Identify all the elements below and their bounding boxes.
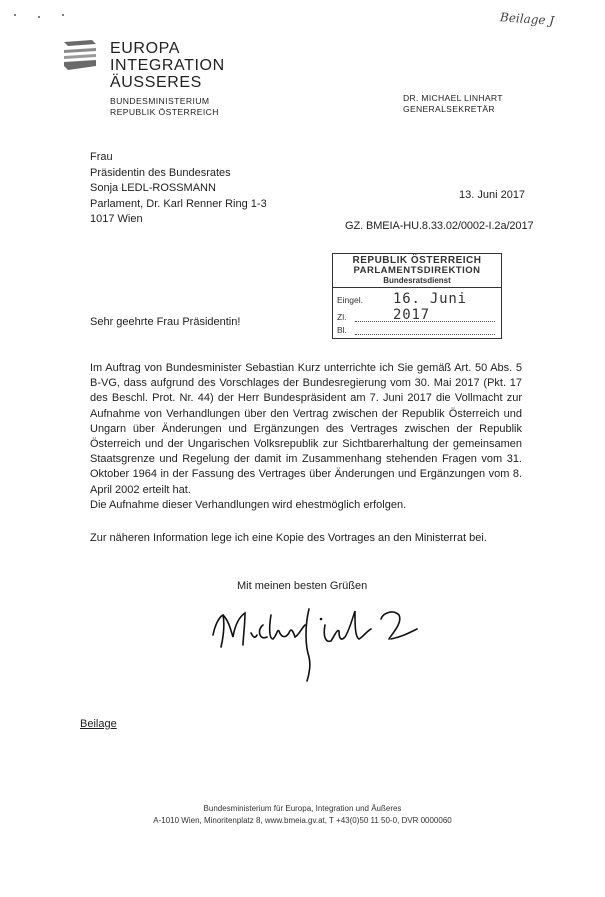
scan-speck bbox=[38, 16, 40, 18]
sender-block bbox=[403, 93, 503, 115]
stamp-bl-label: Bl. bbox=[337, 325, 347, 335]
sender-name: DR. MICHAEL LINHART bbox=[403, 93, 503, 103]
footer-contact-line: A-1010 Wien, Minoritenplatz 8, www.bmeia.gv.at, T +43(0)50 11 50-0, DVR 0000060 bbox=[153, 816, 452, 825]
handwritten-note: Beilage J bbox=[499, 10, 555, 28]
stamp-header-bundesratsdienst: Bundesratsdienst bbox=[383, 276, 451, 285]
letter-body bbox=[90, 361, 522, 513]
stamp-header-republik: REPUBLIK ÖSTERREICH bbox=[352, 255, 482, 266]
body-paragraph: Im Auftrag von Bundesminister Sebastian Kurz unterrichte ich Sie gemäß Art. 50 Abs. 5 B-VG, dass aufgrund des Vorschlages der Bundesregierung vom 30. Mai 2017 (Pkt. 17 des Beschl. Prot. Nr. 44) der Herr Bundespräsident am 7. Juni 2017 die Vollmacht zur Aufnahme von Verhandlungen über den Vertrag zwischen der Republik Österreich und Ungarn über Änderungen und Ergänzungen des Vertrages zwischen der Republik Österreich und der Ungarischen Volksrepublik zur Sichtbarerhaltung der gemeinsamen Staatsgrenze und Regelung der damit im Zusammenhang stehenden Fragen vom 31. Oktober 1964 in der Fassung des Vertrages über Änderungen und Ergänzungen vom 8. April 2002 erteilt hat. bbox=[90, 362, 522, 496]
scan-speck bbox=[14, 14, 16, 16]
recipient-line: 1017 Wien bbox=[90, 213, 143, 225]
recipient-line: Präsidentin des Bundesrates bbox=[90, 166, 231, 179]
ministry-sub-bundesministerium: BUNDESMINISTERIUM bbox=[110, 96, 210, 106]
footer bbox=[0, 803, 605, 827]
recipient-line: Sonja LEDL-ROSSMANN bbox=[90, 182, 216, 194]
body-paragraph: Zur näheren Information lege ich eine Kopie des Vortrages an den Ministerrat bei. bbox=[90, 532, 487, 544]
stamp-bl-dots bbox=[355, 333, 495, 335]
recipient-line: Parlament, Dr. Karl Renner Ring 1-3 bbox=[90, 197, 267, 210]
ministry-sub-republik: REPUBLIK ÖSTERREICH bbox=[110, 107, 219, 117]
closing-greeting: Mit meinen besten Grüßen bbox=[237, 580, 368, 592]
stamp-zl-dots bbox=[355, 320, 495, 322]
enclosure-label: Beilage bbox=[80, 718, 117, 730]
stamp-zl-label: Zl. bbox=[337, 312, 347, 322]
letter-date: 13. Juni 2017 bbox=[459, 189, 526, 201]
recipient-address bbox=[90, 150, 267, 228]
recipient-line: Frau bbox=[90, 151, 113, 163]
salutation: Sehr geehrte Frau Präsidentin! bbox=[90, 316, 241, 328]
stamp-eingel-label: Eingel. bbox=[337, 295, 363, 305]
reference-number: GZ. BMEIA-HU.8.33.02/0002-I.2a/2017 bbox=[345, 220, 534, 232]
sender-title: GENERALSEKRETÄR bbox=[403, 104, 495, 114]
stamp-eingel-date: 16. Juni 2017 bbox=[393, 291, 467, 323]
stamp-header-parlamentsdirektion: PARLAMENTSDIREKTION bbox=[353, 265, 481, 276]
signature bbox=[205, 595, 445, 685]
footer-ministry-line: Bundesministerium für Europa, Integration und Äußeres bbox=[203, 804, 402, 813]
ministry-line-integration: INTEGRATION bbox=[110, 57, 225, 74]
body-paragraph: Die Aufnahme dieser Verhandlungen wird ehestmöglich erfolgen. bbox=[90, 498, 407, 511]
austrian-flag-logo-icon bbox=[62, 40, 98, 74]
ministry-name bbox=[110, 40, 225, 118]
ministry-line-europa: EUROPA bbox=[110, 40, 180, 57]
ministry-line-aeusseres: ÄUSSERES bbox=[110, 74, 202, 91]
receipt-stamp bbox=[332, 253, 502, 339]
scan-speck bbox=[62, 14, 64, 16]
